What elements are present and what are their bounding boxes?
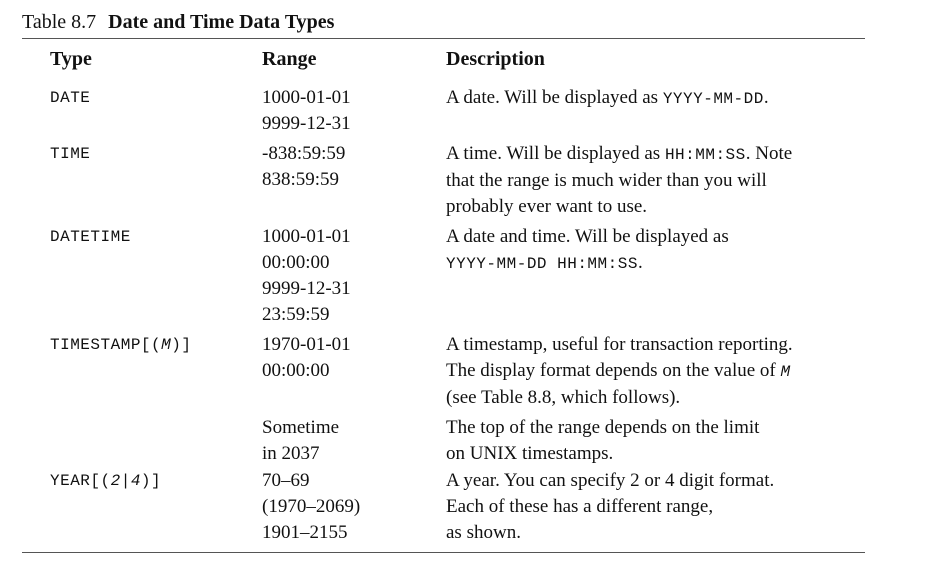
range-line: (1970–2069) bbox=[262, 496, 361, 517]
description-line: A timestamp, useful for transaction reporting. bbox=[446, 334, 793, 355]
range-line: 00:00:00 bbox=[262, 360, 330, 381]
description-line: that the range is much wider than you will bbox=[446, 170, 767, 191]
description-text: . bbox=[637, 252, 643, 273]
description-line: probably ever want to use. bbox=[446, 196, 648, 217]
range-cell bbox=[262, 85, 351, 137]
range-cell bbox=[262, 468, 360, 546]
header-range: Range bbox=[262, 48, 317, 70]
description-text: A time. Will be displayed as bbox=[446, 143, 665, 164]
type-name: )] bbox=[171, 336, 192, 354]
range-cell bbox=[262, 224, 351, 328]
range-line: in 2037 bbox=[262, 443, 320, 464]
range-line: 9999-12-31 bbox=[262, 113, 351, 134]
description-cell bbox=[446, 141, 792, 220]
table-number: Table 8.7 bbox=[22, 11, 97, 33]
type-cell bbox=[50, 85, 90, 111]
description-text: . bbox=[763, 87, 769, 108]
type-cell bbox=[50, 332, 191, 358]
table-header bbox=[0, 46, 927, 74]
range-line: 00:00:00 bbox=[262, 252, 330, 273]
type-cell bbox=[50, 468, 161, 494]
type-parameter: 2|4 bbox=[110, 472, 141, 490]
type-name: YEAR[( bbox=[50, 472, 111, 490]
range-line: 1970-01-01 bbox=[262, 334, 351, 355]
header-type: Type bbox=[50, 48, 92, 70]
type-cell bbox=[50, 224, 131, 250]
type-name: TIMESTAMP[( bbox=[50, 336, 162, 354]
description-line: A date and time. Will be displayed as bbox=[446, 226, 729, 247]
description-cell bbox=[446, 332, 793, 411]
description-cell bbox=[446, 415, 759, 467]
range-line: -838:59:59 bbox=[262, 143, 346, 164]
type-cell bbox=[50, 141, 90, 167]
type-name: )] bbox=[140, 472, 162, 490]
description-line bbox=[446, 85, 769, 112]
description-text: A date. Will be displayed as bbox=[446, 87, 663, 108]
description-line bbox=[446, 358, 793, 385]
header-description: Description bbox=[446, 48, 545, 70]
description-line: A year. You can specify 2 or 4 digit format. bbox=[446, 470, 775, 491]
range-line: 9999-12-31 bbox=[262, 278, 351, 299]
description-line: The top of the range depends on the limit bbox=[446, 417, 760, 438]
type-parameter: M bbox=[161, 336, 172, 354]
type-name: TIME bbox=[50, 145, 91, 163]
range-line: 1000-01-01 bbox=[262, 87, 351, 108]
description-text: The display format depends on the value of bbox=[446, 360, 781, 381]
description-cell bbox=[446, 224, 729, 277]
range-line: 23:59:59 bbox=[262, 304, 330, 325]
description-cell bbox=[446, 468, 774, 546]
description-code: YYYY-MM-DD bbox=[662, 90, 764, 108]
type-name: DATETIME bbox=[50, 228, 131, 246]
description-code: HH:MM:SS bbox=[664, 146, 746, 164]
bottom-rule bbox=[22, 552, 865, 553]
range-cell bbox=[262, 415, 339, 467]
range-cell bbox=[262, 141, 345, 193]
type-name: DATE bbox=[50, 89, 91, 107]
description-line bbox=[446, 141, 792, 168]
description-line: as shown. bbox=[446, 522, 521, 543]
top-rule bbox=[22, 38, 865, 39]
description-line: Each of these has a different range, bbox=[446, 496, 714, 517]
table-caption bbox=[22, 8, 334, 36]
description-code: M bbox=[780, 363, 791, 381]
range-line: 1901–2155 bbox=[262, 522, 348, 543]
range-cell bbox=[262, 332, 351, 384]
range-line: Sometime bbox=[262, 417, 340, 438]
table-title: Date and Time Data Types bbox=[108, 11, 335, 33]
description-line: on UNIX timestamps. bbox=[446, 443, 614, 464]
range-line: 838:59:59 bbox=[262, 169, 340, 190]
description-code: YYYY-MM-DD HH:MM:SS bbox=[446, 255, 638, 273]
description-cell bbox=[446, 85, 769, 112]
description-text: . Note bbox=[745, 143, 793, 164]
description-line bbox=[446, 250, 729, 277]
description-line: (see Table 8.8, which follows). bbox=[446, 387, 681, 408]
range-line: 1000-01-01 bbox=[262, 226, 351, 247]
range-line: 70–69 bbox=[262, 470, 310, 491]
